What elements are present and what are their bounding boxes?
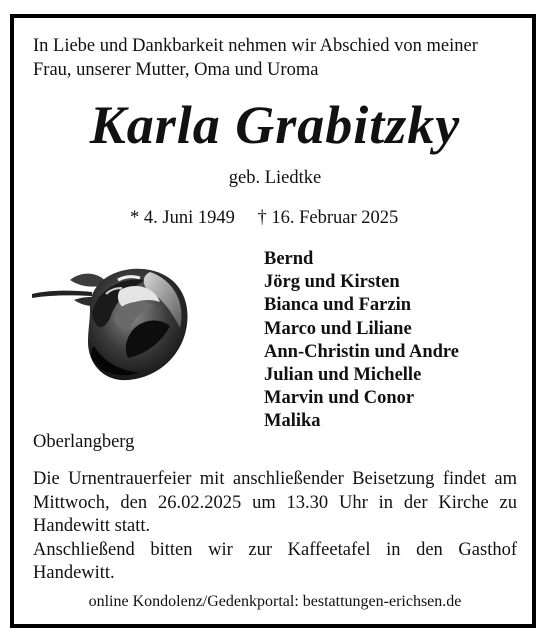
service-paragraph: Die Urnentrauerfeier mit anschließender Beisetzung findet am Mittwoch, den 26.02.2025 um 13.30 Uhr in der Kirche zu Handewitt statt. bbox=[33, 469, 517, 537]
service-info bbox=[33, 468, 517, 586]
maiden-name: geb. Liedtke bbox=[228, 168, 322, 188]
mourner-item: Jörg und Kirsten bbox=[264, 272, 400, 293]
death-date: † 16. Februar 2025 bbox=[257, 208, 399, 228]
intro-line-1: In Liebe und Dankbarkeit nehmen wir Abschied von meiner bbox=[33, 36, 478, 56]
intro-text bbox=[33, 34, 523, 82]
mourner-item: Ann-Christin und Andre bbox=[264, 341, 460, 362]
mourner-item: Bianca und Farzin bbox=[264, 295, 411, 316]
intro-line-2: Frau, unserer Mutter, Oma und Uroma bbox=[33, 60, 319, 80]
life-dates bbox=[130, 206, 398, 230]
condolence-portal: online Kondolenz/Gedenkportal: bestattungen-erichsen.de bbox=[88, 593, 462, 610]
rose-icon bbox=[30, 250, 200, 390]
birth-date: * 4. Juni 1949 bbox=[130, 208, 235, 228]
deceased-name: Karla Grabitzky bbox=[89, 95, 461, 155]
mourner-item: Marvin und Conor bbox=[264, 388, 415, 409]
mourner-list bbox=[264, 248, 459, 434]
mourner-item: Malika bbox=[264, 411, 321, 432]
mourner-item: Julian und Michelle bbox=[264, 365, 422, 386]
mourner-item: Marco und Liliane bbox=[264, 318, 412, 339]
place-name: Oberlangberg bbox=[33, 432, 135, 452]
reception-paragraph: Anschließend bitten wir zur Kaffeetafel in den Gasthof Handewitt. bbox=[33, 539, 517, 584]
mourner-item: Bernd bbox=[264, 249, 314, 269]
